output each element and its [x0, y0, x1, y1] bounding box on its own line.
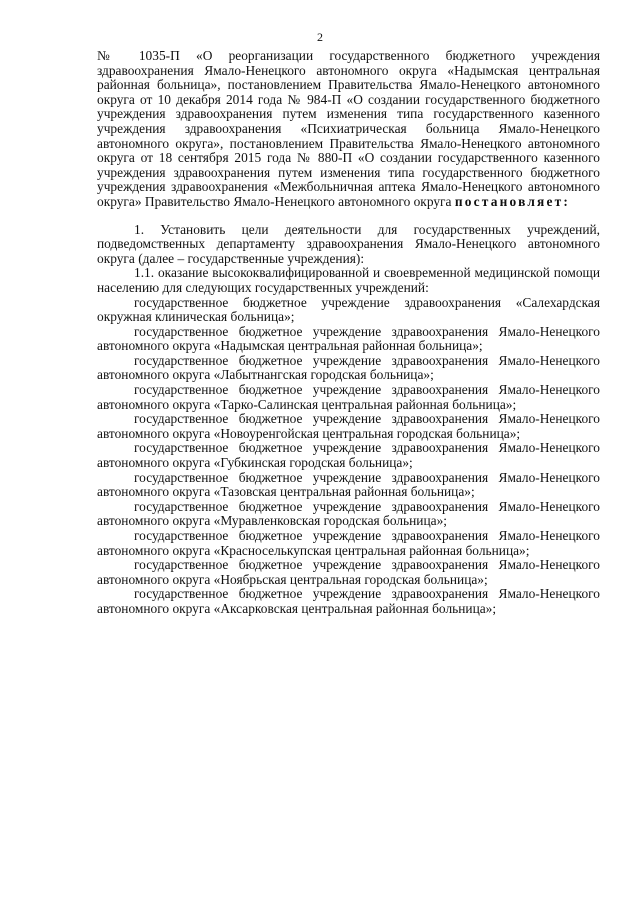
document-body — [97, 49, 600, 617]
institution-item: государственное бюджетное учреждение здравоохранения Ямало-Ненецкого автономного округа «Аксарковская центральная районная больница»; — [97, 586, 600, 616]
institution-item: государственное бюджетное учреждение здравоохранения Ямало-Ненецкого автономного округа «Тазовская центральная районная больница»; — [97, 469, 600, 500]
paragraph-gap — [97, 210, 600, 223]
institution-item: государственное бюджетное учреждение здравоохранения «Салехардская окружная клиническая больница»; — [97, 294, 600, 325]
institution-item: государственное бюджетное учреждение здравоохранения Ямало-Ненецкого автономного округа «Красноселькупская центральная районная больница»; — [97, 528, 600, 558]
resolution-keyword: постановляет: — [454, 193, 571, 209]
institution-item: государственное бюджетное учреждение здравоохранения Ямало-Ненецкого автономного округа «Новоуренгойская центральная городская больница»; — [97, 411, 600, 441]
clause-1: 1. Установить цели деятельности для государственных учреждений, подведомственных департаменту здравоохранения Ямало-Ненецкого автономного округа (далее – государственные учреждения): — [97, 221, 600, 266]
institution-item: государственное бюджетное учреждение здравоохранения Ямало-Ненецкого автономного округа «Лабытнангская городская больница»; — [97, 352, 600, 383]
institution-item: государственное бюджетное учреждение здравоохранения Ямало-Ненецкого автономного округа «Губкинская городская больница»; — [97, 440, 600, 471]
institution-item: государственное бюджетное учреждение здравоохранения Ямало-Ненецкого автономного округа «Муравленковская городская больница»; — [97, 498, 600, 529]
intro-paragraph — [97, 49, 600, 210]
clause-1-1: 1.1. оказание высококвалифицированной и своевременной медицинской помощи населению для следующих государственных учреждений: — [97, 265, 600, 295]
institution-item: государственное бюджетное учреждение здравоохранения Ямало-Ненецкого автономного округа «Тарко-Салинская центральная районная больница»; — [97, 382, 600, 412]
institution-item: государственное бюджетное учреждение здравоохранения Ямало-Ненецкого автономного округа «Ноябрьская центральная городская больница»; — [97, 557, 600, 587]
institution-item: государственное бюджетное учреждение здравоохранения Ямало-Ненецкого автономного округа «Надымская центральная районная больница»; — [97, 323, 600, 354]
page-number: 2 — [317, 30, 323, 44]
intro-text: № 1035-П «О реорганизации государственного бюджетного учреждения здравоохранения Ямало-Ненецкого автономного округа «Надымская центральная районная больница», постановлением Правительства Ямало-Ненецкого автономного округа от 10 декабря 2014 года № 984-П «О создании государственного бюджетного учреждения здравоохранения путем изменения типа государственного казенного учреждения здравоохранения «Психиатрическая больница Ямало-Ненецкого автономного округа», постановлением Правительства Ямало-Ненецкого автономного округа от 18 сентября 2015 года № 880-П «О создании государственного казенного учреждения здравоохранения путем изменения типа государственного бюджетного учреждения здравоохранения «Межбольничная аптека Ямало-Ненецкого автономного округа» Правительство Ямало-Ненецкого автономного округа — [97, 48, 600, 209]
